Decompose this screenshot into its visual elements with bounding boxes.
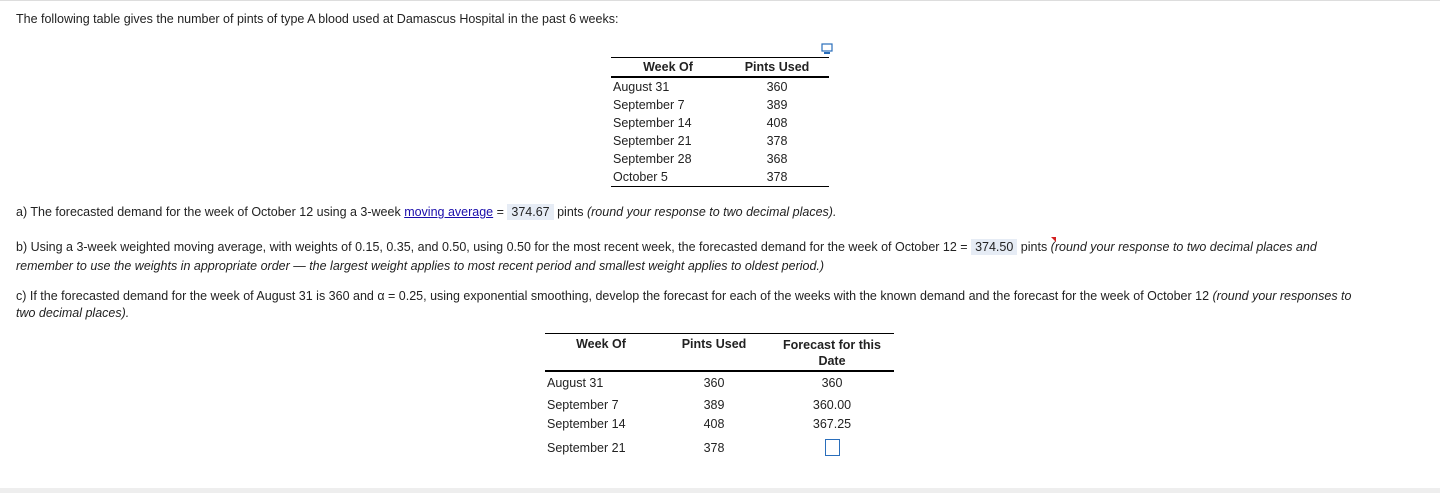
bottom-bar <box>0 488 1440 493</box>
cell-week: September 21 <box>547 441 626 455</box>
cell-week: September 14 <box>547 417 626 431</box>
cell-pints: 360 <box>703 376 725 390</box>
table-row <box>545 394 894 414</box>
table-row <box>611 150 829 168</box>
moving-average-link[interactable]: moving average <box>404 205 494 219</box>
cell-week: September 28 <box>613 152 692 166</box>
part-b-unit: pints <box>1017 240 1051 254</box>
cell-week: September 7 <box>613 98 685 112</box>
pints-table <box>611 57 829 187</box>
cell-pints: 360 <box>766 80 788 94</box>
cell-pints: 378 <box>766 170 788 184</box>
forecast-input-field[interactable] <box>825 439 840 456</box>
part-c-text: c) If the forecasted demand for the week of August 31 is 360 and α = 0.25, using exponential smoothing, develop the forecast for each of the weeks with the known demand and the forecast for the week of October 12 <box>16 289 1213 303</box>
part-c-note-line1: (round your responses to <box>1212 289 1352 303</box>
copy-table-icon[interactable] <box>821 43 833 55</box>
forecast-table <box>545 333 894 460</box>
cell-pints: 368 <box>766 152 788 166</box>
header-forecast: Forecast for this Date <box>783 338 881 368</box>
part-a-note: (round your response to two decimal places). <box>586 205 837 219</box>
header-pints-used: Pints Used <box>744 60 810 74</box>
cell-pints: 378 <box>766 134 788 148</box>
header-week-of: Week Of <box>576 337 626 351</box>
cell-pints: 389 <box>766 98 788 112</box>
part-b-question <box>16 240 1317 254</box>
top-divider <box>0 0 1440 1</box>
part-b-note-line1: (round your response to two decimal places and <box>1050 240 1317 254</box>
cell-pints: 408 <box>766 116 788 130</box>
table-row <box>611 78 829 96</box>
cell-forecast: 360 <box>821 376 843 390</box>
table-row <box>611 168 829 186</box>
part-a-question <box>16 205 836 219</box>
header-week-of: Week Of <box>643 60 693 74</box>
part-c-question <box>16 289 1351 303</box>
cell-week: August 31 <box>547 376 604 390</box>
part-c-note-line2: two decimal places). <box>16 306 130 320</box>
cell-week: September 7 <box>547 398 619 412</box>
header-pints-used: Pints Used <box>681 337 747 351</box>
part-a-answer-field[interactable]: 374.67 <box>507 204 553 220</box>
table-row <box>545 372 894 394</box>
table-row <box>611 132 829 150</box>
intro-text: The following table gives the number of pints of type A blood used at Damascus Hospital in the past 6 weeks: <box>16 12 619 26</box>
part-b-prefix: b) Using a 3-week weighted moving average, with weights of 0.15, 0.35, and 0.50, using 0.50 for the most recent week, the forecasted demand for the week of October 12 = <box>16 240 972 254</box>
table-row <box>611 114 829 132</box>
part-b-note-line2: remember to use the weights in appropriate order — the largest weight applies to most recent period and smallest weight applies to oldest period.) <box>16 259 825 273</box>
table-header <box>611 58 829 78</box>
cell-pints: 378 <box>703 441 725 455</box>
corner-flag-icon <box>1051 237 1056 242</box>
table-row <box>545 414 894 436</box>
cell-pints: 408 <box>703 417 725 431</box>
cell-pints: 389 <box>703 398 725 412</box>
cell-week: October 5 <box>613 170 668 184</box>
table-header <box>545 334 894 372</box>
cell-week: September 21 <box>613 134 692 148</box>
table-row <box>545 436 894 460</box>
forecast-input-cell <box>773 439 891 459</box>
cell-week: September 14 <box>613 116 692 130</box>
cell-forecast: 360.00 <box>812 398 852 412</box>
cell-forecast: 367.25 <box>812 417 852 431</box>
part-b-answer-field[interactable]: 374.50 <box>971 239 1017 255</box>
part-a-equals: = <box>493 205 508 219</box>
cell-week: August 31 <box>613 80 670 94</box>
table-row <box>611 96 829 114</box>
part-a-prefix: a) The forecasted demand for the week of October 12 using a 3-week <box>16 205 405 219</box>
part-a-unit: pints <box>553 205 587 219</box>
